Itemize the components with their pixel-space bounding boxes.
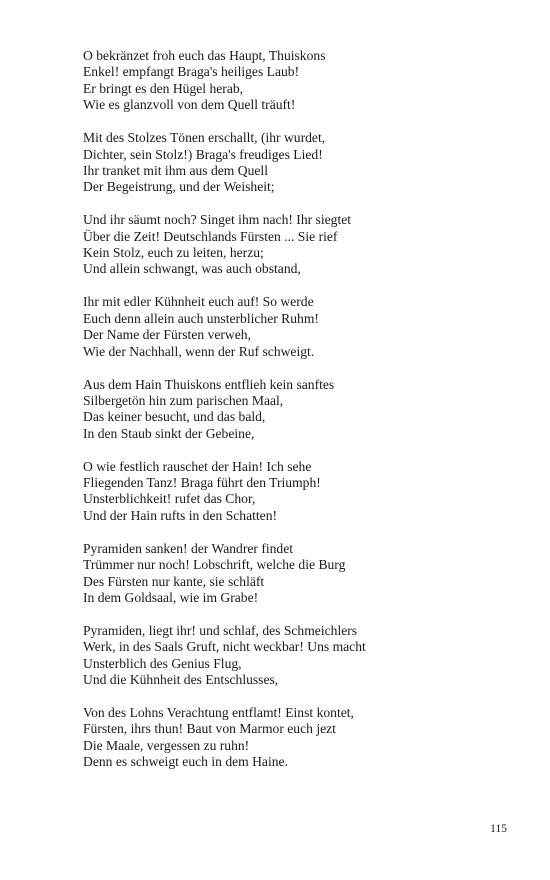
verse-line: O wie festlich rauschet der Hain! Ich sehe [83, 458, 312, 474]
verse-line: Und die Kühnheit des Entschlusses, [83, 672, 279, 688]
verse-line: Fliegenden Tanz! Braga führt den Triumph! [83, 475, 321, 491]
verse-line: Und ihr säumt noch? Singet ihm nach! Ihr siegtet [83, 212, 352, 228]
stanza [83, 212, 503, 278]
verse-line: O bekränzet froh euch das Haupt, Thuiskons [83, 48, 326, 63]
verse-line: Ihr mit edler Kühnheit euch auf! So werde [83, 294, 314, 310]
verse-line: In den Staub sinkt der Gebeine, [83, 425, 255, 441]
verse-line: Unsterblich des Genius Flug, [83, 655, 242, 671]
verse-line: Wie es glanzvoll von dem Quell träuft! [83, 97, 296, 113]
stanza [83, 377, 503, 443]
verse-line: Der Begeistrung, und der Weisheit; [83, 179, 275, 195]
verse-line: Die Maale, vergessen zu ruhn! [83, 737, 250, 753]
verse-line: Und allein schwangt, was auch obstand, [83, 261, 301, 277]
verse-line: Mit des Stolzes Tönen erschallt, (ihr wurdet, [83, 130, 326, 146]
verse-line: Er bringt es den Hügel herab, [83, 80, 244, 96]
verse-line: Kein Stolz, euch zu leiten, herzu; [83, 245, 264, 261]
verse-line: Silbergetön hin zum parischen Maal, [83, 392, 284, 408]
verse-line: Enkel! empfangt Braga's heiliges Laub! [83, 64, 300, 80]
verse-line: Wie der Nachhall, wenn der Ruf schweigt. [83, 343, 315, 359]
verse-line: Euch denn allein auch unsterblicher Ruhm! [83, 310, 319, 326]
poem-body [83, 48, 503, 787]
verse-line: Unsterblichkeit! rufet das Chor, [83, 491, 256, 507]
verse-line: Von des Lohns Verachtung entflamt! Einst kontet, [83, 705, 354, 720]
verse-line: Des Fürsten nur kante, sie schläft [83, 573, 265, 589]
page-number: 115 [490, 823, 507, 835]
verse-line: Pyramiden sanken! der Wandrer findet [83, 540, 294, 556]
stanza [83, 294, 503, 360]
verse-line: Fürsten, ihrs thun! Baut von Marmor euch jezt [83, 721, 336, 737]
verse-line: Aus dem Hain Thuiskons entflieh kein sanftes [83, 376, 335, 392]
stanza [83, 459, 503, 525]
stanza [83, 623, 503, 689]
verse-line: Über die Zeit! Deutschlands Fürsten ... Sie rief [83, 228, 338, 244]
stanza [83, 130, 503, 196]
verse-line: Und der Hain rufts in den Schatten! [83, 507, 278, 523]
verse-line: Dichter, sein Stolz!) Braga's freudiges Lied! [83, 146, 323, 162]
verse-line: Ihr tranket mit ihm aus dem Quell [83, 162, 268, 178]
verse-line: Werk, in des Saals Gruft, nicht weckbar! Uns macht [83, 639, 366, 655]
stanza [83, 541, 503, 607]
verse-line: Das keiner besucht, und das bald, [83, 409, 266, 425]
verse-line: Trümmer nur noch! Lobschrift, welche die Burg [83, 557, 346, 573]
verse-line: Denn es schweigt euch in dem Haine. [83, 754, 288, 770]
verse-line: In dem Goldsaal, wie im Grabe! [83, 589, 259, 605]
stanza [83, 705, 503, 771]
stanza [83, 48, 503, 114]
verse-line: Der Name der Fürsten verweh, [83, 327, 251, 343]
verse-line: Pyramiden, liegt ihr! und schlaf, des Schmeichlers [83, 622, 358, 638]
